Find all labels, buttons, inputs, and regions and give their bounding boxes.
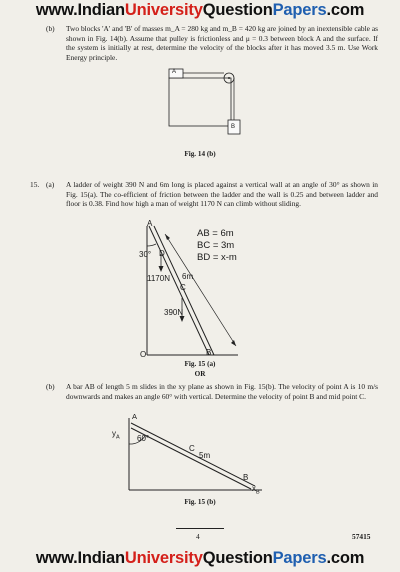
point-o: O	[140, 350, 147, 359]
watermark-indian: Indian	[77, 549, 125, 567]
angle-60: 60°	[137, 434, 150, 443]
point-b: B	[206, 348, 212, 357]
watermark-question: Question	[202, 549, 273, 567]
table	[169, 78, 231, 126]
q15b-label: (b)	[46, 382, 55, 391]
page-number: 4	[196, 532, 200, 541]
q15a-label: (a)	[46, 180, 55, 189]
angle-30: 30°	[139, 250, 152, 259]
eq-bc: BC = 3m	[197, 240, 235, 251]
block-a-label: A	[172, 69, 177, 75]
bar-line-1	[131, 423, 255, 486]
point-d: D	[159, 249, 165, 258]
watermark-papers: Papers	[272, 1, 327, 19]
pulley-axle	[228, 77, 230, 79]
watermark-prefix: www.	[35, 1, 78, 19]
man-force-arrowhead	[159, 266, 164, 272]
point-a: A	[147, 219, 153, 228]
watermark-top	[0, 0, 400, 20]
point-c: C	[180, 283, 186, 292]
fig-15a-caption: Fig. 15 (a)	[184, 360, 216, 368]
label-1170n: 1170N	[147, 274, 170, 283]
angle-arc	[147, 244, 156, 246]
q14b-label: (b)	[46, 24, 55, 33]
paper-code: 57415	[352, 532, 371, 541]
label-ya	[112, 429, 120, 441]
dimension-arrowtail	[165, 234, 170, 240]
fig-14b-caption: Fig. 14 (b)	[184, 150, 216, 158]
block-b-label: B	[231, 124, 236, 130]
label-6m: 6m	[182, 272, 194, 281]
bar-point-c: C	[189, 444, 195, 453]
bar-point-a: A	[132, 412, 138, 421]
label-ya-main: y	[112, 429, 116, 438]
fig-15b-caption: Fig. 15 (b)	[184, 498, 216, 506]
label-xb-main: x	[252, 484, 256, 493]
eq-bd: BD = x-m	[197, 252, 237, 263]
q15b-text: A bar AB of length 5 m slides in the xy plane as shown in Fig. 15(b). The velocity of point A is 10 m/s downwards and makes an angle 60° with vertical. Determine the velocity of point B and mid point C.	[66, 382, 378, 401]
label-xb	[252, 484, 260, 496]
watermark-question: Question	[202, 1, 273, 19]
label-390n: 390N	[164, 308, 184, 317]
or-divider: OR	[194, 370, 206, 378]
watermark-bottom	[0, 548, 400, 568]
watermark-papers: Papers	[272, 549, 327, 567]
bar-point-b: B	[243, 473, 249, 482]
watermark-university: University	[124, 549, 203, 567]
label-ya-sub: A	[116, 434, 120, 441]
eq-ab: AB = 6m	[197, 228, 234, 239]
q15a-text: A ladder of weight 390 N and 6m long is placed against a vertical wall at an angle of 30° as shown in Fig. 15(a). The co-efficient of friction between the ladder and the wall is 0.25 and between ladder and floor is 0.38. Find how high a man of weight 1170 N can climb without sliding.	[66, 180, 378, 209]
fig-14b	[0, 58, 400, 158]
footer-rule	[176, 528, 224, 529]
bar-length-5m: 5m	[199, 451, 211, 460]
q15-number: 15.	[30, 180, 40, 189]
watermark-prefix: www.	[35, 549, 78, 567]
watermark-indian: Indian	[77, 1, 125, 19]
q14b-text: Two blocks 'A' and 'B' of masses m_A = 280 kg and m_B = 420 kg are joined by an inextensible cable as shown in Fig. 14(b). Assume that pulley is frictionless and μ = 0.3 between block A and the surface. If the system is initially at rest, determine the velocity of the blocks after it has moved 3.5 m. Use Work Energy principle.	[66, 24, 378, 62]
watermark-suffix: .com	[326, 549, 365, 567]
dimension-arrowhead	[231, 340, 236, 346]
label-xb-sub: B	[256, 489, 260, 496]
watermark-suffix: .com	[326, 1, 365, 19]
watermark-university: University	[124, 1, 203, 19]
